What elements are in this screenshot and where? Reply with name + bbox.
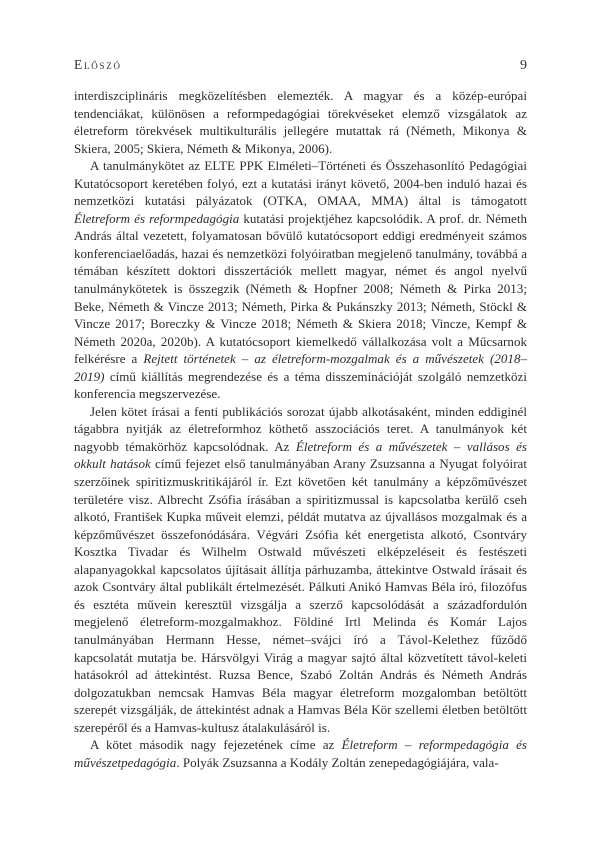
text-run: Jelen kötet írásai a fenti publikációs sorozat újabb alkotásaként, minden eddiginél tágabbra nyitják az életreformhoz köthető asszociációs teret. A tanulmányok két nagyobb témakörhöz kapcsolódnak. Az [74,403,527,454]
page-header [74,57,527,74]
italic-title-run: Életreform – reformpedagógia és művészetpedagógia [74,737,528,770]
text-run: A tanulmánykötet az ELTE PPK Elméleti–Történeti és Összehasonlító Pedagógiai Kutatócsoport keretében folyó, ezt a kutatási irányt követő, 2004-ben induló hazai és nemzetközi kutatási pályázatok (OTKA, OMAA, MMA) által is támogatott [74,158,527,209]
text-run: kutatási projektjéhez kapcsolódik. A prof. dr. Németh András által vezetett, folyamatosan bővülő kutatócsoport eddigi eredményeit számos konferenciaelőadás, hazai és nemzetközi folyóiratban megjelenő tanulmány, továbbá a témában készített doktori disszertációk mellett magyar, német és angol nyelvű tanulmánykötetek is összegzik (Németh & Hopfner 2008; Németh & Pirka 2013; Beke, Németh & Vincze 2013; Németh, Pirka & Pukánszky 2013; Németh, Stöckl & Vincze 2017; Boreczky & Vincze 2018; Németh & Skiera 2018; Vincze, Kempf & Németh 2020a, 2020b). A kutatócsoport kiemelkedő vállalkozása volt a Műcsarnok felkérésre a [74,210,528,367]
paragraph [74,157,527,403]
text-run: A kötet második nagy fejezetének címe az [90,737,342,753]
text-run: című kiállítás megrendezése és a téma disszeminációját szolgáló nemzetközi konferencia megszervezése. [74,368,527,402]
italic-title-run: Életreform és reformpedagógia [74,210,240,226]
page-body [74,87,527,771]
text-run: című fejezet első tanulmányában Arany Zsuzsanna a Nyugat folyóirat szerzőinek spiritizmuskritikájáról ír. Ezt követően két tanulmány a képzőművészet területére visz. Albrecht Zsófia írásában a spiritizmussal is kapcsolatba kerülő cseh alkotó, František Kupka műveit elemzi, példát mutatva az újvallásos mozgalmak és a képzőművészet összefonódására. Végvári Zsófia két energetista alkotó, Csontváry Kosztka Tivadar és Wilhelm Ostwald művészeti elképzeléseit és festészeti alapanyagokkal kapcsolatos újításait állítja párhuzamba, áttekintve Ostwald írásait és azok Csontváry által publikált értelmezését. Pálkuti Anikó Hamvas Béla író, filozófus és esztéta művein keresztül vizsgálja a szerző kapcsolódását a századfordulón megjelenő életreform-mozgalmakhoz. Földiné Irtl Melinda és Komár Lajos tanulmányában Hermann Hesse, német–svájci író a Távol-Kelethez fűződő kapcsolatát mutatja be. Hársvölgyi Virág a magyar sajtó által közvetített távol-keleti hatásokról ad áttekintést. Ruzsa Bence, Szabó Zoltán András és Németh András dolgozatukban nemcsak Hamvas Béla magyar életreform mozgalomban betöltött szerepét vizsgálják, de áttekintést adnak a Hamvas Béla Kör szellemi életben betöltött szerepéről és a Hamvas-kultusz átalakulásáról is. [74,456,527,735]
text-run: interdiszciplináris megközelítésben elemezték. A magyar és a közép-európai tendenciákat, különösen a reformpedagógiai törekvéseket elemző vizsgálatok az életreform törekvések multikulturális jellegére mutattak rá (Németh, Mikonya & Skiera, 2005; Skiera, Németh & Mikonya, 2006). [74,88,527,156]
italic-title-run: Rejtett történetek – az életreform-mozgalmak és a művészetek (2018–2019) [74,351,527,384]
running-title: Előszó [74,57,122,72]
text-run: . Polyák Zsuzsanna a Kodály Zoltán zenepedagógiájára, vala- [176,754,499,770]
page-number: 9 [520,58,527,73]
paragraph [74,87,527,157]
paragraph [74,403,527,736]
paragraph [74,736,527,771]
italic-title-run: Életreform és a művészetek – vallásos és okkult hatások [74,438,527,472]
